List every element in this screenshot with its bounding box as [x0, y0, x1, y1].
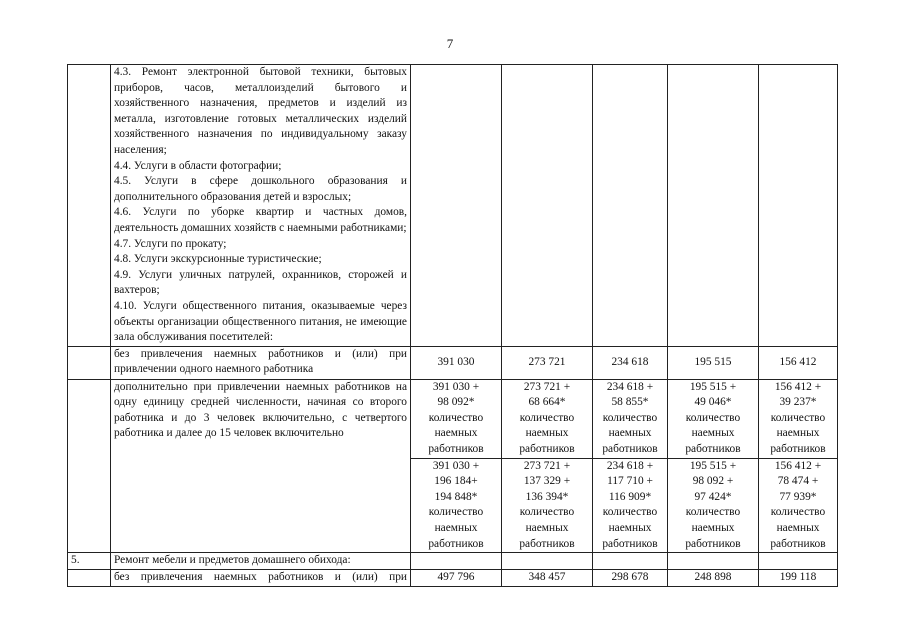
- service-item-4-4: 4.4. Услуги в области фотографии;: [114, 159, 282, 172]
- formula-line: 391 030 +: [432, 459, 480, 472]
- formula-line: 196 184+: [434, 475, 478, 488]
- empty-value-cell: [411, 65, 502, 347]
- value-cell: 298 678: [593, 569, 668, 586]
- formula-line: наемных: [776, 427, 820, 440]
- formula-line: 234 618 +: [606, 459, 654, 472]
- formula-line: работников: [428, 443, 484, 456]
- service-item-4-8: 4.8. Услуги экскурсионные туристические;: [114, 253, 322, 266]
- formula-line: работников: [602, 443, 658, 456]
- formula-line: 195 515 +: [689, 459, 737, 472]
- formula-line: количество: [428, 506, 484, 519]
- formula-line: 156 412 +: [774, 380, 822, 393]
- section-5-single-row: [68, 569, 838, 586]
- value-cell: 234 618: [593, 346, 668, 379]
- truncated-desc-line: без привлечения наемных работников и (или) при: [114, 570, 407, 583]
- value-cell: 273 721: [502, 346, 593, 379]
- empty-value-cell: [759, 65, 838, 347]
- formula-line: 97 424*: [694, 490, 732, 503]
- formula-line: 234 618 +: [606, 380, 654, 393]
- formula-cell: [411, 379, 502, 458]
- additional-workers-desc: дополнительно при привлечении наемных работников на одну единицу средней численности, начиная со второго работника и до 3 человек включительно, с четвертого работника и далее до 15 человек включительно: [111, 379, 411, 553]
- service-item-4-3: 4.3. Ремонт электронной бытовой техники, бытовых приборов, часов, металлоизделий бытового и хозяйственного назначения, предметов и изделий из металла, изготовление готовых металлических изделий хозяйственного назначения по индивидуальному заказу населения;: [114, 66, 407, 156]
- formula-cell: [668, 379, 759, 458]
- formula-line: наемных: [608, 427, 652, 440]
- row-number-cell: 5.: [68, 553, 111, 570]
- formula-line: 136 394*: [525, 490, 569, 503]
- formula-line: 49 046*: [694, 396, 732, 409]
- value-cell: 497 796: [411, 569, 502, 586]
- single-worker-row: [68, 346, 838, 379]
- section-5-title: Ремонт мебели и предметов домашнего обихода:: [111, 553, 411, 570]
- formula-cell: [502, 379, 593, 458]
- formula-line: наемных: [691, 427, 735, 440]
- formula-line: количество: [519, 506, 575, 519]
- row-number-cell: [68, 569, 111, 586]
- value-cell: 391 030: [411, 346, 502, 379]
- services-row: [68, 65, 838, 347]
- formula-line: работников: [519, 537, 575, 550]
- formula-line: количество: [519, 411, 575, 424]
- formula-cell: [593, 458, 668, 553]
- tariff-table: [67, 64, 838, 587]
- formula-line: 77 939*: [779, 490, 817, 503]
- formula-line: работников: [519, 443, 575, 456]
- formula-line: количество: [770, 411, 826, 424]
- formula-cell: [593, 379, 668, 458]
- row-number-cell: [68, 379, 111, 553]
- formula-line: наемных: [434, 522, 478, 535]
- formula-cell: [502, 458, 593, 553]
- value-cell: 199 118: [759, 569, 838, 586]
- service-item-4-9: 4.9. Услуги уличных патрулей, охранников, сторожей и вахтеров;: [114, 268, 407, 297]
- empty-value-cell: [502, 553, 593, 570]
- formula-line: наемных: [525, 427, 569, 440]
- formula-line: 195 515 +: [689, 380, 737, 393]
- row-number-cell: [68, 346, 111, 379]
- formula-line: количество: [602, 411, 658, 424]
- formula-line: количество: [428, 411, 484, 424]
- value-cell: 195 515: [668, 346, 759, 379]
- formula-line: 117 710 +: [607, 475, 653, 488]
- formula-line: 98 092 +: [692, 475, 734, 488]
- formula-line: 156 412 +: [774, 459, 822, 472]
- section-5-single-desc: [111, 569, 411, 586]
- formula-line: работников: [428, 537, 484, 550]
- service-item-4-6: 4.6. Услуги по уборке квартир и частных домов, деятельность домашних хозяйств с наемными работниками;: [114, 206, 407, 234]
- formula-line: работников: [602, 537, 658, 550]
- formula-cell: [411, 458, 502, 553]
- formula-line: количество: [602, 506, 658, 519]
- formula-line: 58 855*: [611, 396, 649, 409]
- service-item-4-5: 4.5. Услуги в сфере дошкольного образования и дополнительного образования детей и взрослых;: [114, 175, 407, 203]
- formula-line: 39 237*: [779, 396, 817, 409]
- formula-cell: [759, 379, 838, 458]
- empty-value-cell: [668, 553, 759, 570]
- empty-value-cell: [411, 553, 502, 570]
- value-cell: 248 898: [668, 569, 759, 586]
- formula-line: 68 664*: [528, 396, 566, 409]
- formula-line: наемных: [525, 522, 569, 535]
- empty-value-cell: [593, 553, 668, 570]
- formula-line: 391 030 +: [432, 380, 480, 393]
- value-cell: 348 457: [502, 569, 593, 586]
- empty-value-cell: [668, 65, 759, 347]
- service-item-4-7: 4.7. Услуги по прокату;: [114, 237, 227, 250]
- single-worker-desc: без привлечения наемных работников и (или) при привлечении одного наемного работника: [111, 346, 411, 379]
- section-5-row: [68, 553, 838, 570]
- formula-line: наемных: [608, 522, 652, 535]
- empty-value-cell: [502, 65, 593, 347]
- page-number: 7: [446, 36, 454, 51]
- empty-value-cell: [593, 65, 668, 347]
- value-cell: 156 412: [759, 346, 838, 379]
- formula-line: работников: [770, 443, 826, 456]
- additional-workers-row-a: [68, 379, 838, 458]
- formula-line: 194 848*: [434, 490, 478, 503]
- formula-line: 137 329 +: [523, 475, 571, 488]
- service-item-4-10: 4.10. Услуги общественного питания, оказываемые через объекты организации общественного питания, не имеющие зала обслуживания посетителей:: [114, 299, 407, 344]
- formula-cell: [759, 458, 838, 553]
- formula-cell: [668, 458, 759, 553]
- formula-line: работников: [685, 537, 741, 550]
- formula-line: 273 721 +: [523, 380, 571, 393]
- formula-line: работников: [685, 443, 741, 456]
- formula-line: 116 909*: [608, 490, 652, 503]
- formula-line: количество: [685, 411, 741, 424]
- formula-line: наемных: [434, 427, 478, 440]
- formula-line: количество: [770, 506, 826, 519]
- formula-line: наемных: [776, 522, 820, 535]
- formula-line: количество: [685, 506, 741, 519]
- formula-line: наемных: [691, 522, 735, 535]
- formula-line: работников: [770, 537, 826, 550]
- formula-line: 273 721 +: [523, 459, 571, 472]
- formula-line: 78 474 +: [777, 475, 819, 488]
- services-list-cell: [111, 65, 411, 347]
- empty-value-cell: [759, 553, 838, 570]
- row-number-cell: [68, 65, 111, 347]
- formula-line: 98 092*: [437, 396, 475, 409]
